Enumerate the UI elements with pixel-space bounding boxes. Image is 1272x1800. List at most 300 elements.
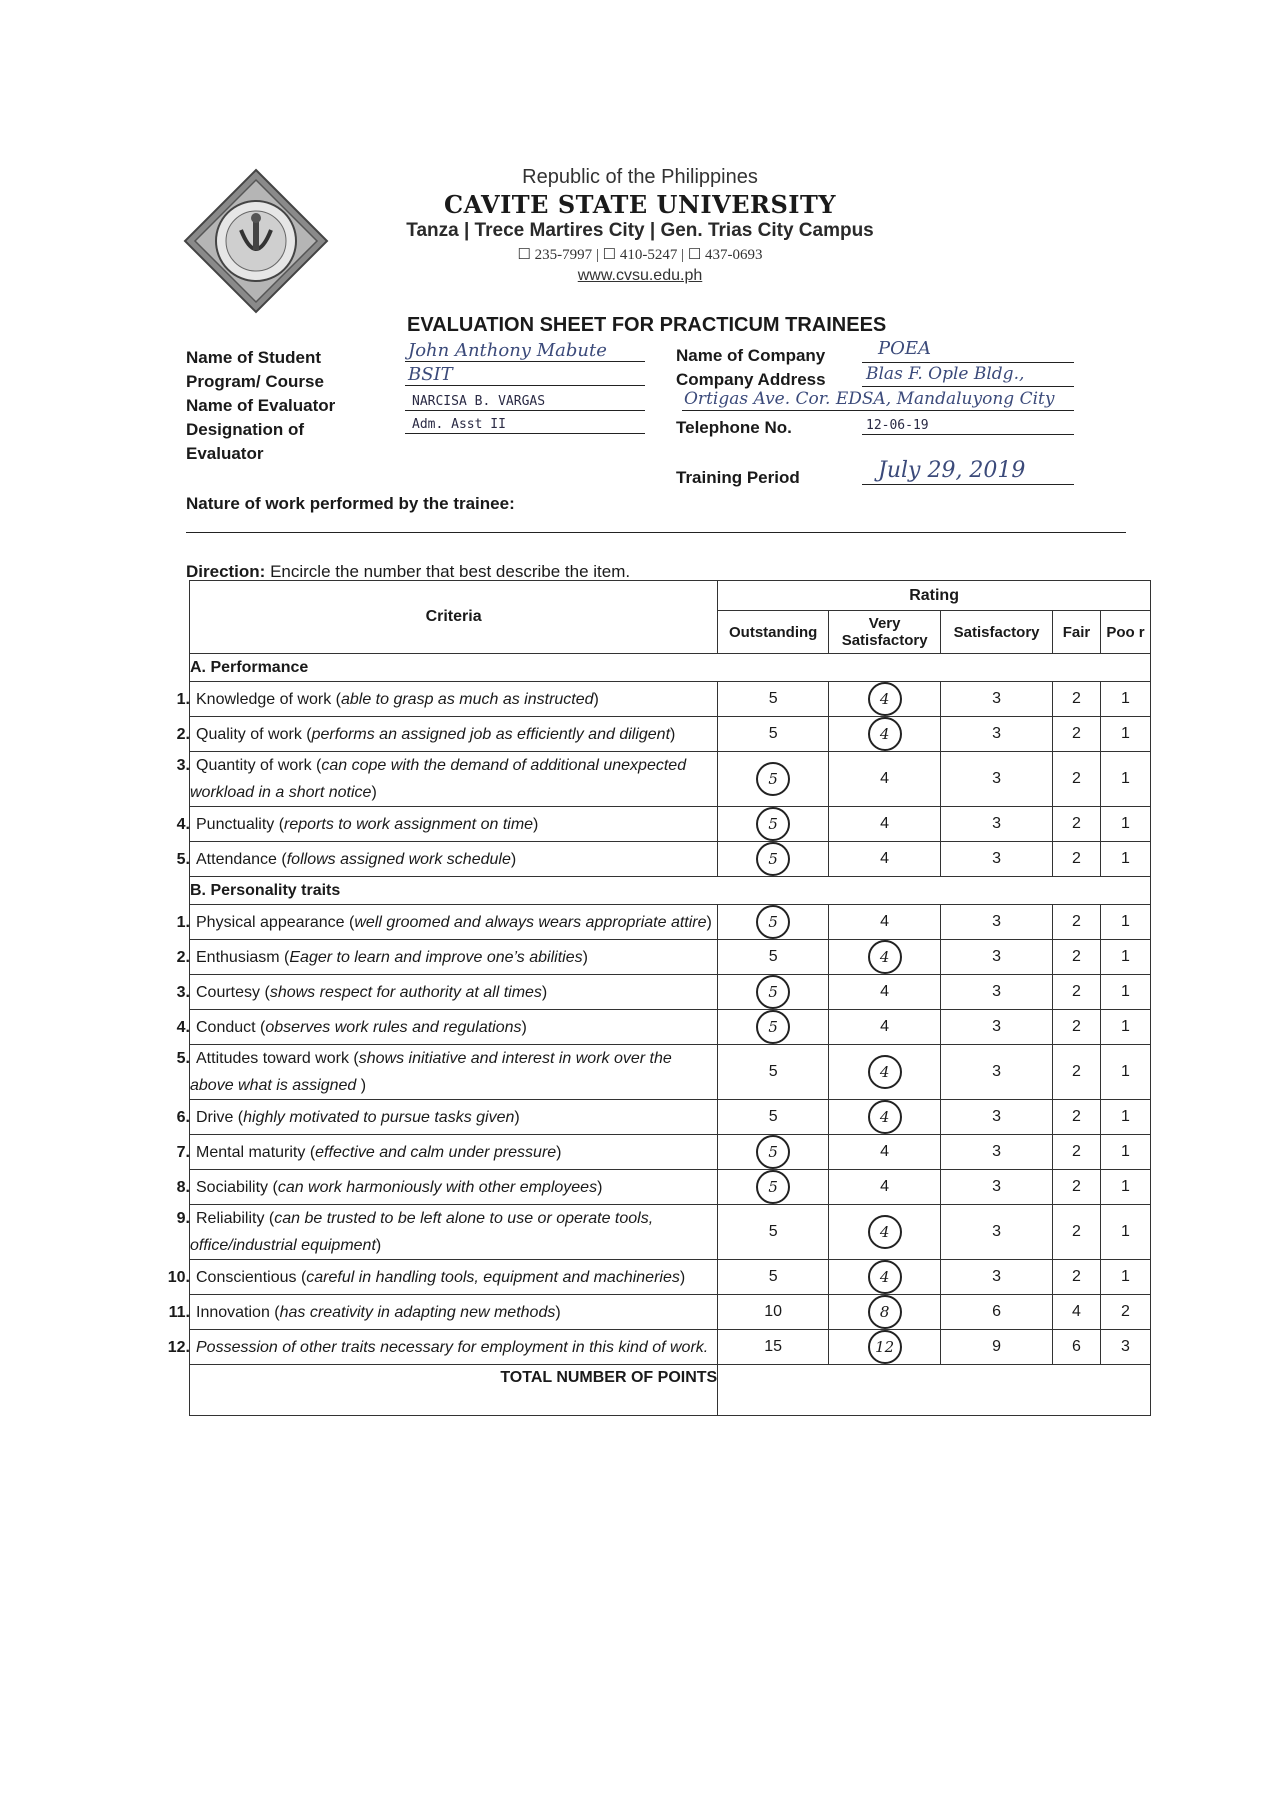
rating-cell[interactable] — [829, 842, 941, 877]
col-satisfactory: Satisfactory — [941, 611, 1053, 654]
rating-value[interactable]: 1 — [1121, 1108, 1130, 1125]
rating-value[interactable]: 5 — [768, 725, 778, 742]
rating-cell[interactable] — [941, 940, 1053, 975]
rating-cell[interactable] — [1100, 752, 1150, 807]
criteria-name: Conduct — [196, 1018, 256, 1036]
rating-cell[interactable] — [718, 717, 829, 752]
program-line — [405, 385, 645, 386]
criteria-row — [190, 1330, 1151, 1365]
rating-cell[interactable] — [941, 842, 1053, 877]
criteria-cell: 4. Conduct (observes work rules and regulations) — [190, 1010, 718, 1045]
rating-value[interactable]: 6 — [992, 1303, 1002, 1320]
rating-value-circled[interactable]: 4 — [868, 1055, 902, 1089]
company-line — [862, 362, 1074, 363]
criteria-name: Drive — [196, 1108, 234, 1126]
criteria-number: 2. — [176, 948, 190, 966]
rating-value[interactable]: 5 — [768, 690, 778, 707]
rating-value[interactable]: 3 — [992, 948, 1002, 965]
criteria-number: 5. — [176, 1050, 190, 1067]
rating-value[interactable]: 4 — [880, 1178, 890, 1195]
rating-cell[interactable] — [941, 1045, 1053, 1100]
direction-body: Encircle the number that best describe the item. — [270, 562, 631, 581]
rating-cell[interactable] — [1053, 752, 1101, 807]
evaluation-table-body — [167, 654, 1151, 1365]
rating-cell[interactable] — [941, 1205, 1053, 1260]
rating-cell[interactable] — [718, 682, 829, 717]
criteria-row — [190, 807, 1151, 842]
criteria-cell: 2. Quality of work (performs an assigned job as efficiently and diligent) — [190, 717, 718, 752]
criteria-name: Quantity of work — [196, 757, 312, 774]
rating-cell[interactable] — [1053, 940, 1101, 975]
criteria-cell: 5. Attendance (follows assigned work schedule) — [190, 842, 718, 877]
rating-value[interactable]: 5 — [768, 1223, 778, 1240]
rating-cell[interactable] — [1053, 1260, 1101, 1295]
rating-value[interactable]: 2 — [1072, 725, 1081, 742]
rating-value[interactable]: 1 — [1121, 1223, 1130, 1240]
rating-value-circled[interactable]: 8 — [868, 1295, 902, 1329]
rating-value[interactable]: 3 — [992, 1178, 1002, 1195]
total-points-value[interactable] — [718, 1365, 1151, 1416]
criteria-description: performs an assigned job as efficiently and diligent — [311, 725, 671, 743]
rating-cell[interactable] — [941, 1330, 1053, 1365]
col-outstanding: Outstanding — [718, 611, 829, 654]
rating-cell[interactable] — [1053, 975, 1101, 1010]
rating-value-circled[interactable]: 12 — [868, 1330, 902, 1364]
rating-value[interactable]: 4 — [880, 983, 890, 1000]
rating-cell[interactable] — [829, 1205, 941, 1260]
rating-value-circled[interactable]: 4 — [868, 1100, 902, 1134]
rating-cell[interactable] — [829, 975, 941, 1010]
rating-cell[interactable] — [718, 1260, 829, 1295]
criteria-cell: 1. Knowledge of work (able to grasp as much as instructed) — [190, 682, 718, 717]
phone-numbers: ☐ 235-7997 | ☐ 410-5247 | ☐ 437-0693 — [517, 247, 763, 263]
criteria-description: observes work rules and regulations — [265, 1018, 522, 1036]
rating-cell[interactable] — [941, 752, 1053, 807]
rating-cell[interactable] — [1053, 1100, 1101, 1135]
rating-value[interactable]: 2 — [1072, 850, 1081, 867]
rating-value[interactable]: 2 — [1072, 913, 1081, 930]
criteria-name: Innovation — [196, 1303, 270, 1321]
rating-cell[interactable] — [941, 717, 1053, 752]
rating-cell[interactable] — [1053, 1330, 1101, 1365]
rating-cell[interactable] — [829, 1100, 941, 1135]
criteria-cell: 10. Conscientious (careful in handling tools, equipment and machineries) — [190, 1260, 718, 1295]
rating-cell[interactable] — [718, 1170, 829, 1205]
criteria-row — [190, 940, 1151, 975]
criteria-number: 3. — [176, 757, 190, 774]
campus-line: Tanza | Trece Martires City | Gen. Trias City Campus — [406, 220, 874, 241]
rating-cell[interactable] — [1100, 717, 1150, 752]
criteria-description: shows initiative and interest in work over the above what is assigned — [190, 1050, 672, 1094]
rating-value-circled[interactable]: 4 — [868, 940, 902, 974]
rating-cell[interactable] — [1100, 1100, 1150, 1135]
criteria-row — [190, 682, 1151, 717]
criteria-number: 10. — [167, 1268, 190, 1286]
criteria-cell: 2. Enthusiasm (Eager to learn and improve one’s abilities) — [190, 940, 718, 975]
rating-value[interactable]: 1 — [1121, 1178, 1130, 1195]
rating-value[interactable]: 1 — [1121, 913, 1130, 930]
rating-cell[interactable] — [941, 682, 1053, 717]
criteria-number: 3. — [176, 983, 190, 1001]
rating-cell[interactable] — [829, 905, 941, 940]
criteria-row — [190, 1295, 1151, 1330]
criteria-row — [190, 842, 1151, 877]
criteria-number: 4. — [176, 1018, 190, 1036]
criteria-description: careful in handling tools, equipment and machineries — [306, 1268, 680, 1286]
rating-cell[interactable] — [941, 1010, 1053, 1045]
criteria-cell: 5. Attitudes toward work (shows initiative and interest in work over the above what is assigned ) — [190, 1045, 718, 1100]
direction-label: Direction: — [186, 562, 266, 581]
criteria-name: Sociability — [196, 1178, 269, 1196]
criteria-cell: 6. Drive (highly motivated to pursue tasks given) — [190, 1100, 718, 1135]
rating-value[interactable]: 4 — [1072, 1303, 1081, 1320]
program-value[interactable]: BSIT — [408, 364, 453, 385]
criteria-row — [190, 905, 1151, 940]
rating-cell[interactable] — [1100, 842, 1150, 877]
evaluator-line — [405, 410, 645, 411]
criteria-cell: 9. Reliability (can be trusted to be left alone to use or operate tools, office/industrial equipment) — [190, 1205, 718, 1260]
telephone-label: Telephone No. — [676, 418, 792, 437]
total-points-label: TOTAL NUMBER OF POINTS — [190, 1365, 718, 1416]
criteria-description: can work harmoniously with other employees — [277, 1178, 598, 1196]
criteria-description: well groomed and always wears appropriate attire — [354, 913, 707, 931]
rating-cell[interactable] — [1100, 1135, 1150, 1170]
rating-cell[interactable] — [718, 1045, 829, 1100]
criteria-row — [190, 1010, 1151, 1045]
rating-value[interactable]: 2 — [1072, 1108, 1081, 1125]
student-label: Name of Student — [186, 348, 322, 367]
republic-heading: Republic of the Philippines — [522, 166, 758, 188]
col-poor: Poo r — [1100, 611, 1150, 654]
university-seal-logo — [183, 168, 329, 314]
form-title: EVALUATION SHEET FOR PRACTICUM TRAINEES — [407, 314, 887, 336]
rating-value[interactable]: 1 — [1121, 815, 1130, 832]
rating-value[interactable]: 10 — [764, 1303, 783, 1320]
rating-value[interactable]: 1 — [1121, 850, 1130, 867]
rating-cell[interactable] — [1100, 1295, 1150, 1330]
criteria-number: 7. — [176, 1143, 190, 1161]
rating-cell[interactable] — [1100, 1330, 1150, 1365]
criteria-number: 8. — [176, 1178, 190, 1196]
rating-value[interactable]: 2 — [1072, 948, 1081, 965]
criteria-number: 2. — [176, 725, 190, 743]
rating-cell[interactable] — [1100, 1045, 1150, 1100]
rating-cell[interactable] — [941, 1100, 1053, 1135]
training-period-label: Training Period — [676, 468, 800, 487]
rating-value[interactable]: 1 — [1121, 1268, 1130, 1285]
rating-value-circled[interactable]: 5 — [756, 1170, 790, 1204]
rating-value[interactable]: 2 — [1072, 770, 1081, 787]
rating-value[interactable]: 1 — [1121, 1063, 1130, 1080]
rating-value[interactable]: 1 — [1121, 948, 1130, 965]
rating-value-circled[interactable]: 5 — [756, 1010, 790, 1044]
rating-value-circled[interactable]: 5 — [756, 807, 790, 841]
criteria-name: Attendance — [196, 850, 277, 868]
rating-cell[interactable] — [829, 1045, 941, 1100]
program-label: Program/ Course — [186, 372, 324, 391]
rating-value[interactable]: 3 — [992, 850, 1002, 867]
rating-value[interactable]: 2 — [1072, 983, 1081, 1000]
university-name: CAVITE STATE UNIVERSITY — [443, 190, 837, 219]
rating-value-circled[interactable]: 4 — [868, 1260, 902, 1294]
rating-value[interactable]: 3 — [992, 770, 1002, 787]
rating-cell[interactable] — [1100, 975, 1150, 1010]
rating-cell[interactable] — [1100, 905, 1150, 940]
section-title: B. Personality traits — [190, 877, 1151, 905]
rating-value[interactable]: 4 — [880, 1018, 890, 1035]
rating-value[interactable]: 2 — [1072, 815, 1081, 832]
criteria-description: reports to work assignment on time — [284, 815, 534, 833]
rating-cell[interactable] — [1053, 1295, 1101, 1330]
rating-value[interactable]: 4 — [880, 815, 890, 832]
rating-cell[interactable] — [941, 1260, 1053, 1295]
rating-value[interactable]: 5 — [768, 948, 778, 965]
criteria-cell: 1. Physical appearance (well groomed and always wears appropriate attire) — [190, 905, 718, 940]
rating-value[interactable]: 3 — [992, 1268, 1002, 1285]
rating-cell[interactable] — [829, 807, 941, 842]
criteria-description: effective and calm under pressure — [315, 1143, 557, 1161]
section-row — [190, 877, 1151, 905]
criteria-name: Knowledge of work — [196, 690, 332, 708]
criteria-name: Attitudes toward work — [196, 1050, 349, 1067]
criteria-cell: 3. Quantity of work (can cope with the demand of additional unexpected workload in a short notice) — [190, 752, 718, 807]
col-fair: Fair — [1053, 611, 1101, 654]
rating-cell[interactable] — [718, 1100, 829, 1135]
rating-cell[interactable] — [1100, 940, 1150, 975]
rating-cell[interactable] — [941, 1170, 1053, 1205]
section-title: A. Performance — [190, 654, 1151, 682]
criteria-name: Quality of work — [196, 725, 302, 743]
rating-cell[interactable] — [829, 682, 941, 717]
col-very-satisfactory: Very Satisfactory — [829, 611, 941, 654]
rating-cell[interactable] — [941, 1295, 1053, 1330]
rating-value[interactable]: 15 — [764, 1338, 783, 1355]
criteria-cell: 8. Sociability (can work harmoniously with other employees) — [190, 1170, 718, 1205]
rating-cell[interactable] — [829, 717, 941, 752]
rating-cell[interactable] — [1100, 1260, 1150, 1295]
rating-value[interactable]: 3 — [992, 725, 1002, 742]
rating-cell[interactable] — [829, 1260, 941, 1295]
rating-cell[interactable] — [1053, 682, 1101, 717]
criteria-number: 11. — [168, 1303, 190, 1321]
criteria-row — [190, 1205, 1151, 1260]
company-value[interactable]: POEA — [878, 338, 932, 359]
rating-cell[interactable] — [941, 807, 1053, 842]
criteria-name: Punctuality — [196, 815, 275, 833]
address-label: Company Address — [676, 370, 826, 389]
rating-value[interactable]: 1 — [1121, 770, 1130, 787]
training-period-value[interactable]: July 29, 2019 — [878, 458, 1026, 483]
criteria-name: Courtesy — [196, 983, 261, 1001]
rating-cell[interactable] — [1100, 1205, 1150, 1260]
rating-value[interactable]: 3 — [992, 983, 1002, 1000]
criteria-number: 5. — [176, 850, 190, 868]
rating-value[interactable]: 3 — [992, 1223, 1002, 1240]
rating-cell[interactable] — [1100, 807, 1150, 842]
designation-label: Designation of — [186, 420, 305, 439]
address-line-2 — [682, 410, 1074, 411]
rating-value[interactable]: 3 — [992, 690, 1002, 707]
rating-value[interactable]: 4 — [880, 1143, 890, 1160]
student-value[interactable]: John Anthony Mabute — [408, 340, 607, 361]
criteria-number: 1. — [176, 913, 190, 931]
criteria-row — [190, 717, 1151, 752]
evaluator-label: Name of Evaluator — [186, 396, 336, 415]
rating-cell[interactable] — [941, 1135, 1053, 1170]
rating-value-circled[interactable]: 5 — [756, 842, 790, 876]
rating-value-circled[interactable]: 4 — [868, 1215, 902, 1249]
rating-cell[interactable] — [941, 975, 1053, 1010]
address-value-1[interactable]: Blas F. Ople Bldg., — [866, 364, 1025, 384]
rating-value[interactable]: 2 — [1072, 1063, 1081, 1080]
criteria-cell — [167, 1330, 718, 1365]
criteria-row — [190, 1135, 1151, 1170]
criteria-description: can cope with the demand of additional unexpected workload in a short notice — [190, 757, 687, 801]
rating-value[interactable]: 6 — [1072, 1338, 1081, 1355]
rating-cell[interactable] — [1053, 807, 1101, 842]
rating-value[interactable]: 2 — [1072, 1143, 1081, 1160]
rating-cell[interactable] — [718, 1205, 829, 1260]
rating-cell[interactable] — [718, 1295, 829, 1330]
criteria-name: Conscientious — [196, 1268, 297, 1286]
designation-line — [405, 433, 645, 434]
nature-of-work-label: Nature of work performed by the trainee: — [186, 494, 515, 513]
rating-value[interactable]: 2 — [1072, 1178, 1081, 1195]
criteria-number: 4. — [176, 815, 190, 833]
rating-cell[interactable] — [718, 807, 829, 842]
rating-cell[interactable] — [718, 905, 829, 940]
criteria-row — [190, 975, 1151, 1010]
rating-value[interactable]: 3 — [992, 1143, 1002, 1160]
rating-cell[interactable] — [829, 1010, 941, 1045]
rating-cell[interactable] — [1100, 1010, 1150, 1045]
rating-cell[interactable] — [829, 1295, 941, 1330]
rating-cell[interactable] — [1100, 682, 1150, 717]
rating-value[interactable]: 3 — [1121, 1338, 1130, 1355]
criteria-description: follows assigned work schedule — [286, 850, 511, 868]
rating-cell[interactable] — [1053, 1205, 1101, 1260]
evaluator-value[interactable]: NARCISA B. VARGAS — [412, 394, 546, 409]
criteria-header: Criteria — [190, 581, 718, 654]
rating-value[interactable]: 5 — [768, 1268, 778, 1285]
rating-value[interactable]: 1 — [1121, 690, 1130, 707]
rating-value-circled[interactable]: 5 — [756, 762, 790, 796]
website-link[interactable]: www.cvsu.edu.ph — [577, 267, 703, 284]
rating-cell[interactable] — [718, 1010, 829, 1045]
criteria-row — [190, 752, 1151, 807]
rating-value-circled[interactable]: 4 — [868, 682, 902, 716]
criteria-cell: 3. Courtesy (shows respect for authority at all times) — [190, 975, 718, 1010]
rating-cell[interactable] — [1053, 1045, 1101, 1100]
rating-value[interactable]: 4 — [880, 913, 890, 930]
rating-value[interactable]: 3 — [992, 1108, 1002, 1125]
evaluation-table — [167, 580, 1151, 1416]
criteria-number: 9. — [176, 1210, 190, 1227]
telephone-line — [862, 434, 1074, 435]
criteria-cell: 4. Punctuality (reports to work assignment on time) — [190, 807, 718, 842]
rating-value[interactable]: 3 — [992, 913, 1002, 930]
section-row — [190, 654, 1151, 682]
rating-value[interactable]: 2 — [1072, 1223, 1081, 1240]
rating-value[interactable]: 1 — [1121, 725, 1130, 742]
rating-value-circled[interactable]: 5 — [756, 975, 790, 1009]
address-value-2[interactable]: Ortigas Ave. Cor. EDSA, Mandaluyong City — [684, 389, 1055, 409]
rating-value[interactable]: 4 — [880, 850, 890, 867]
rating-value[interactable]: 5 — [768, 1063, 778, 1080]
criteria-cell: 7. Mental maturity (effective and calm under pressure) — [190, 1135, 718, 1170]
rating-cell[interactable] — [1053, 842, 1101, 877]
rating-cell[interactable] — [941, 905, 1053, 940]
rating-value[interactable]: 2 — [1072, 1268, 1081, 1285]
rating-cell[interactable] — [1053, 717, 1101, 752]
rating-cell[interactable] — [1053, 1010, 1101, 1045]
rating-cell[interactable] — [1053, 905, 1101, 940]
rating-cell[interactable] — [718, 975, 829, 1010]
criteria-description: has creativity in adapting new methods — [279, 1303, 556, 1321]
designation-label-2: Evaluator — [186, 444, 264, 463]
rating-value[interactable]: 9 — [992, 1338, 1002, 1355]
nature-of-work-line[interactable] — [186, 532, 1126, 533]
rating-cell[interactable] — [1100, 1170, 1150, 1205]
criteria-cell: 11. Innovation (has creativity in adapting new methods) — [190, 1295, 718, 1330]
rating-value[interactable]: 2 — [1072, 690, 1081, 707]
rating-cell[interactable] — [718, 1330, 829, 1365]
rating-value[interactable]: 3 — [992, 1018, 1002, 1035]
rating-cell[interactable] — [829, 940, 941, 975]
company-label: Name of Company — [676, 346, 826, 365]
rating-cell[interactable] — [829, 1170, 941, 1205]
rating-value[interactable]: 3 — [992, 815, 1002, 832]
student-line — [405, 361, 645, 362]
designation-value[interactable]: Adm. Asst II — [412, 417, 506, 432]
training-period-line — [862, 484, 1074, 485]
direction-text — [186, 562, 630, 582]
criteria-number: 6. — [176, 1108, 190, 1126]
rating-cell[interactable] — [829, 752, 941, 807]
rating-value[interactable]: 5 — [768, 1108, 778, 1125]
rating-cell[interactable] — [1053, 1170, 1101, 1205]
criteria-description: Eager to learn and improve one’s abilities — [289, 948, 583, 966]
rating-value[interactable]: 4 — [880, 770, 890, 787]
rating-cell[interactable] — [718, 940, 829, 975]
rating-value[interactable]: 2 — [1072, 1018, 1081, 1035]
rating-cell[interactable] — [829, 1135, 941, 1170]
rating-value[interactable]: 3 — [992, 1063, 1002, 1080]
rating-cell[interactable] — [718, 752, 829, 807]
criteria-name: Mental maturity — [196, 1143, 306, 1161]
criteria-row — [190, 1170, 1151, 1205]
criteria-name: Physical appearance — [196, 913, 345, 931]
rating-cell[interactable] — [1053, 1135, 1101, 1170]
rating-value[interactable]: 1 — [1121, 983, 1130, 1000]
rating-cell[interactable] — [718, 842, 829, 877]
rating-value[interactable]: 1 — [1121, 1018, 1130, 1035]
criteria-description: able to grasp as much as instructed — [340, 690, 594, 708]
criteria-name: Enthusiasm — [196, 948, 280, 966]
criteria-row — [190, 1100, 1151, 1135]
rating-cell[interactable] — [829, 1330, 941, 1365]
telephone-value[interactable]: 12-06-19 — [866, 418, 929, 433]
rating-value-circled[interactable]: 4 — [868, 717, 902, 751]
criteria-number: 1. — [176, 690, 190, 708]
rating-cell[interactable] — [718, 1135, 829, 1170]
rating-header: Rating — [718, 581, 1151, 611]
rating-value[interactable]: 1 — [1121, 1143, 1130, 1160]
rating-value-circled[interactable]: 5 — [756, 1135, 790, 1169]
rating-value[interactable]: 2 — [1121, 1303, 1130, 1320]
rating-value-circled[interactable]: 5 — [756, 905, 790, 939]
criteria-description: can be trusted to be left alone to use or operate tools, office/industrial equipment — [190, 1210, 654, 1254]
